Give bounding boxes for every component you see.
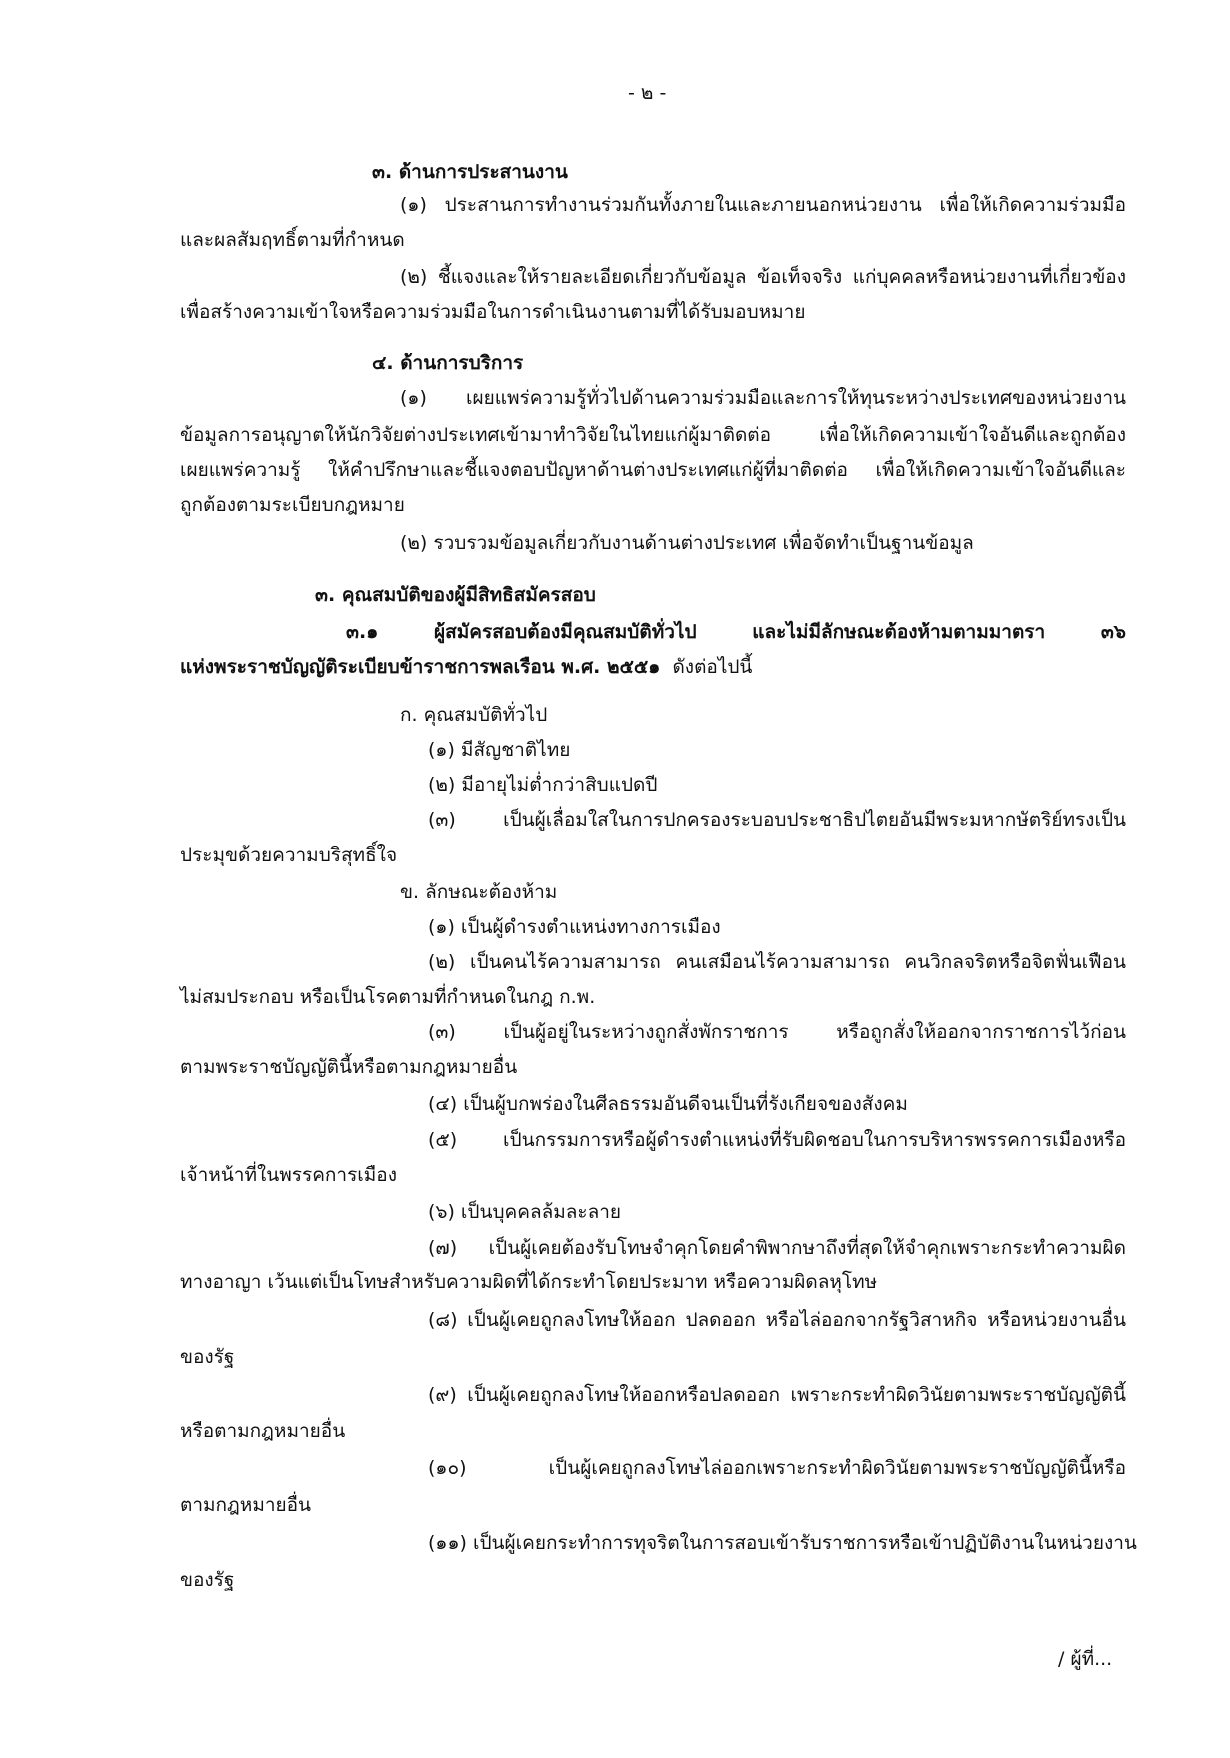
- page-number: - ๒ -: [628, 82, 667, 104]
- paragraph-line: (๑) เผยแพร่ความรู้ทั่วไปด้านความร่วมมือและการให้ทุนระหว่างประเทศของหน่วยงาน: [400, 387, 1126, 409]
- list-item: (๗) เป็นผู้เคยต้องรับโทษจำคุกโดยคำพิพากษาถึงที่สุดให้จำคุกเพราะกระทำความผิด: [428, 1237, 1126, 1259]
- section-heading: ๔. ด้านการบริการ: [372, 352, 524, 374]
- list-item-continued: ไม่สมประกอบ หรือเป็นโรคตามที่กำหนดในกฎ ก.พ.: [180, 986, 596, 1008]
- list-item: (๑๐) เป็นผู้เคยถูกลงโทษไล่ออกเพราะกระทำผิดวินัยตามพระราชบัญญัตินี้หรือ: [428, 1457, 1126, 1479]
- list-item-continued: ของรัฐ: [180, 1569, 235, 1591]
- paragraph-line: เพื่อสร้างความเข้าใจหรือความร่วมมือในการดำเนินงานตามที่ได้รับมอบหมาย: [180, 301, 806, 323]
- subsection-heading: ก. คุณสมบัติทั่วไป: [400, 704, 548, 726]
- list-item: (๒) มีอายุไม่ต่ำกว่าสิบแปดปี: [428, 774, 658, 796]
- list-item: (๘) เป็นผู้เคยถูกลงโทษให้ออก ปลดออก หรือไล่ออกจากรัฐวิสาหกิจ หรือหน่วยงานอื่น: [428, 1309, 1126, 1331]
- paragraph-line: ๓.๑ ผู้สมัครสอบต้องมีคุณสมบัติทั่วไป และไม่มีลักษณะต้องห้ามตามมาตรา ๓๖: [346, 621, 1126, 643]
- paragraph-line: (๑) ประสานการทำงานร่วมกันทั้งภายในและภายนอกหน่วยงาน เพื่อให้เกิดความร่วมมือ: [400, 194, 1126, 216]
- section-heading: ๓. คุณสมบัติของผู้มีสิทธิสมัครสอบ: [315, 584, 596, 606]
- list-item: (๓) เป็นผู้เลื่อมใสในการปกครองระบอบประชาธิปไตยอันมีพระมหากษัตริย์ทรงเป็น: [428, 809, 1126, 831]
- list-item: (๙) เป็นผู้เคยถูกลงโทษให้ออกหรือปลดออก เพราะกระทำผิดวินัยตามพระราชบัญญัตินี้: [428, 1384, 1126, 1406]
- list-item-continued: หรือตามกฎหมายอื่น: [180, 1420, 346, 1442]
- list-item-continued: ตามกฎหมายอื่น: [180, 1494, 312, 1516]
- list-item: (๓) เป็นผู้อยู่ในระหว่างถูกสั่งพักราชการ หรือถูกสั่งให้ออกจากราชการไว้ก่อน: [428, 1021, 1126, 1043]
- list-item-continued: ตามพระราชบัญญัตินี้หรือตามกฎหมายอื่น: [180, 1056, 518, 1078]
- list-item: (๖) เป็นบุคคลล้มละลาย: [428, 1201, 622, 1223]
- paragraph-line: เผยแพร่ความรู้ ให้คำปรึกษาและชี้แจงตอบปัญหาด้านต่างประเทศแก่ผู้ที่มาติดต่อ เพื่อให้เกิดความเข้าใจอันดีและ: [180, 459, 1126, 481]
- continuation-marker: / ผู้ที่...: [1058, 1648, 1113, 1670]
- list-item: (๒) เป็นคนไร้ความสามารถ คนเสมือนไร้ความสามารถ คนวิกลจริตหรือจิตฟั่นเฟือน: [428, 951, 1126, 973]
- act-title: แห่งพระราชบัญญัติระเบียบข้าราชการพลเรือน พ.ศ. ๒๕๕๑: [180, 656, 661, 678]
- paragraph-line: ถูกต้องตามระเบียบกฎหมาย: [180, 494, 405, 516]
- paragraph-line: และผลสัมฤทธิ์ตามที่กำหนด: [180, 229, 405, 251]
- paragraph-line: (๒) ชี้แจงและให้รายละเอียดเกี่ยวกับข้อมูล ข้อเท็จจริง แก่บุคคลหรือหน่วยงานที่เกี่ยวข้อง: [400, 266, 1126, 288]
- list-item-continued: ประมุขด้วยความบริสุทธิ์ใจ: [180, 844, 398, 866]
- as-follows: ดังต่อไปนี้: [672, 656, 753, 678]
- paragraph-line: (๒) รวบรวมข้อมูลเกี่ยวกับงานด้านต่างประเทศ เพื่อจัดทำเป็นฐานข้อมูล: [400, 532, 974, 554]
- list-item: (๔) เป็นผู้บกพร่องในศีลธรรมอันดีจนเป็นที่รังเกียจของสังคม: [428, 1093, 908, 1115]
- list-item-continued: ทางอาญา เว้นแต่เป็นโทษสำหรับความผิดที่ได้กระทำโดยประมาท หรือความผิดลหุโทษ: [180, 1271, 878, 1293]
- list-item: (๕) เป็นกรรมการหรือผู้ดำรงตำแหน่งที่รับผิดชอบในการบริหารพรรคการเมืองหรือ: [428, 1129, 1126, 1151]
- paragraph-line: ข้อมูลการอนุญาตให้นักวิจัยต่างประเทศเข้ามาทำวิจัยในไทยแก่ผู้มาติดต่อ เพื่อให้เกิดความเข้าใจอันดีและถูกต้อง: [180, 424, 1126, 446]
- list-item-continued: ของรัฐ: [180, 1346, 235, 1368]
- paragraph-line: [180, 652, 752, 682]
- subsection-heading: ข. ลักษณะต้องห้าม: [400, 881, 558, 903]
- list-item: (๑) มีสัญชาติไทย: [428, 739, 571, 761]
- list-item-continued: เจ้าหน้าที่ในพรรคการเมือง: [180, 1164, 397, 1186]
- section-heading: ๓. ด้านการประสานงาน: [372, 161, 568, 183]
- list-item: (๑๑) เป็นผู้เคยกระทำการทุจริตในการสอบเข้ารับราชการหรือเข้าปฏิบัติงานในหน่วยงาน: [428, 1532, 1137, 1554]
- list-item: (๑) เป็นผู้ดำรงตำแหน่งทางการเมือง: [428, 916, 721, 938]
